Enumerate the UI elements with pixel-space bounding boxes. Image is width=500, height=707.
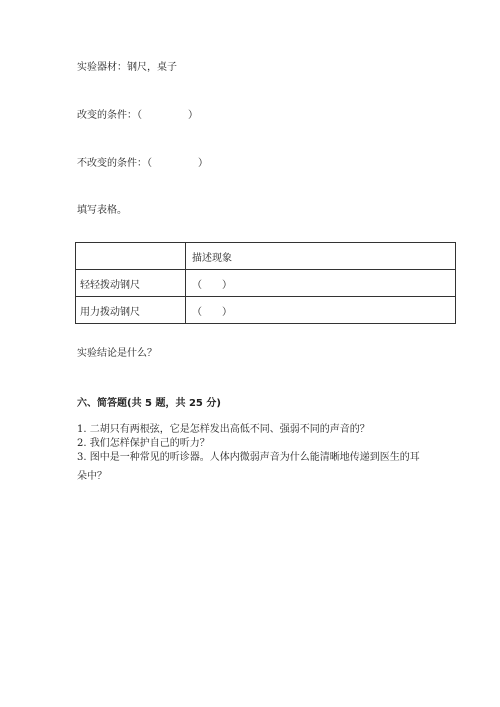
question-2: 2. 我们怎样保护自己的听力？ — [77, 438, 210, 449]
changed-condition-label: 改变的条件： — [77, 110, 137, 121]
question-1: 1. 二胡只有两根弦，它是怎样发出高低不同、强弱不同的声音的？ — [77, 424, 370, 435]
table-header-phenomenon: 描述现象 — [186, 243, 456, 270]
changed-condition-open-paren: （ — [137, 110, 142, 121]
table-header-empty-cell — [76, 243, 186, 270]
observation-table — [75, 242, 456, 324]
table-header-row — [76, 243, 456, 270]
conclusion-prompt: 实验结论是什么？ — [77, 348, 157, 359]
question-3-continued: 朵中？ — [77, 471, 107, 482]
fill-table-prompt: 填写表格。 — [77, 205, 127, 216]
unchanged-condition-close-paren: ） — [198, 158, 208, 169]
unchanged-condition-open-paren: （ — [147, 158, 152, 169]
changed-condition-close-paren: ） — [188, 110, 198, 121]
unchanged-condition-label: 不改变的条件： — [77, 158, 147, 169]
changed-condition-line — [77, 109, 198, 123]
table-row — [76, 270, 456, 297]
section-title: 六、简答题(共 5 题，共 25 分) — [77, 398, 221, 409]
table-row — [76, 297, 456, 324]
table-row-answer[interactable]: （ ） — [186, 270, 456, 297]
materials-line: 实验器材：钢尺，桌子 — [77, 62, 177, 73]
table-row-label: 用力拨动钢尺 — [76, 297, 186, 324]
table-row-label: 轻轻拨动钢尺 — [76, 270, 186, 297]
table-row-answer[interactable]: （ ） — [186, 297, 456, 324]
question-3: 3. 图中是一种常见的听诊器。人体内微弱声音为什么能清晰地传递到医生的耳 — [77, 452, 420, 463]
unchanged-condition-line — [77, 157, 208, 171]
